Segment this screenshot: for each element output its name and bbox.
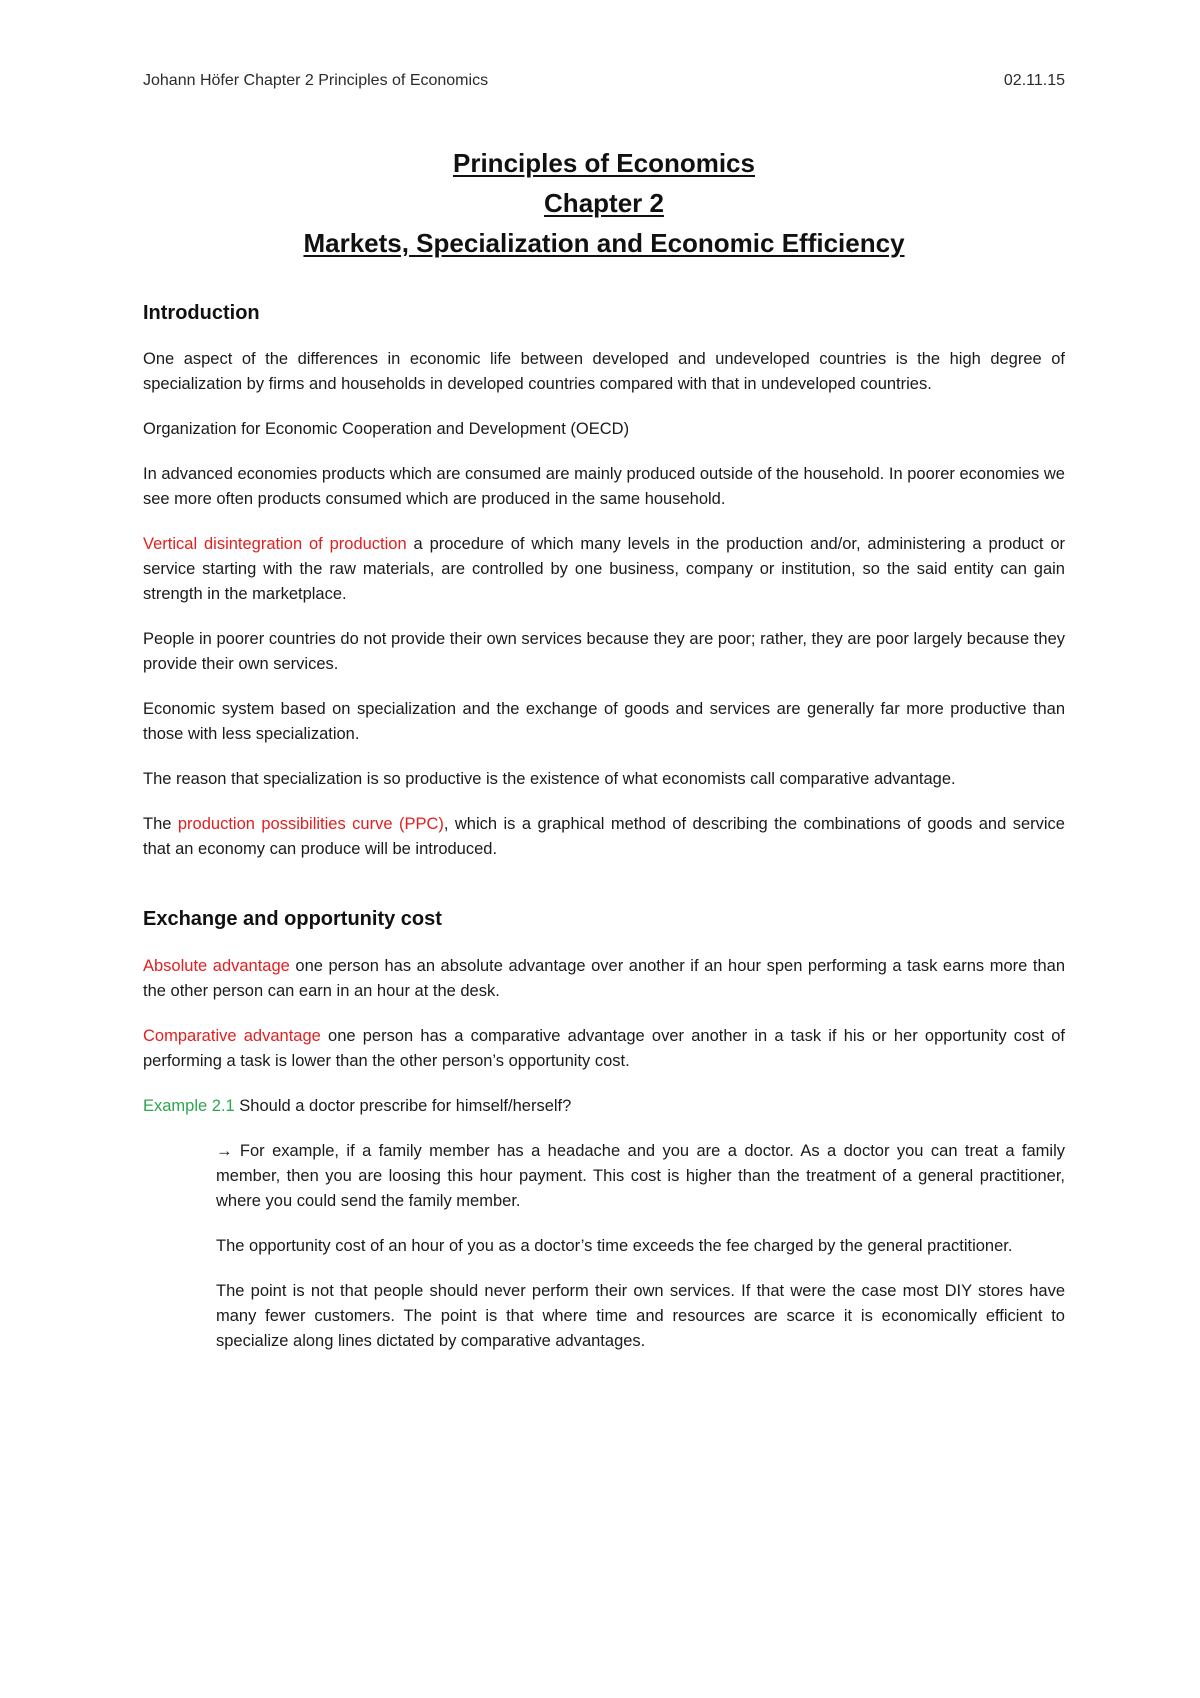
paragraph: People in poorer countries do not provide their own services because they are poor; rather, they are poor largely because they provide their own services.	[143, 630, 1065, 673]
paragraph-definition: Vertical disintegration of production a procedure of which many levels in the production and/or, administering a product or service starting with the raw materials, are controlled by one business, company or institution, so the said entity can gain strength in the marketplace.	[143, 535, 1066, 603]
section-heading-introduction: Introduction	[143, 302, 260, 324]
header-title: Johann Höfer Chapter 2 Principles of Economics	[143, 72, 489, 89]
paragraph: Economic system based on specialization and the exchange of goods and services are generally far more productive than those with less specialization.	[143, 700, 1065, 743]
example-label: Example 2.1	[143, 1097, 235, 1115]
paragraph-definition: Comparative advantage one person has a comparative advantage over another in a task if his or her opportunity cost of performing a task is lower than the other person’s opportunity cost.	[143, 1027, 1065, 1070]
page-header	[143, 72, 1065, 90]
paragraph: Organization for Economic Cooperation and Development (OECD)	[143, 420, 630, 438]
paragraph: In advanced economies products which are consumed are mainly produced outside of the household. In poorer economies we see more often products consumed which are produced in the same household.	[143, 465, 1065, 508]
term-highlight: Vertical disintegration of production	[143, 535, 407, 553]
header-date: 02.11.15	[1003, 72, 1065, 89]
term-highlight: Absolute advantage	[143, 957, 290, 975]
title-line-1: Principles of Economics	[453, 148, 755, 178]
document-title	[143, 143, 1065, 263]
indented-paragraph: → For example, if a family member has a headache and you are a doctor. As a doctor you can treat a family member, then you are loosing this hour payment. This cost is higher than the treatment of a general practitioner, where you could send the family member.	[216, 1142, 1065, 1210]
indented-paragraph: The opportunity cost of an hour of you as a doctor’s time exceeds the fee charged by the general practitioner.	[216, 1237, 1013, 1255]
document-body	[143, 143, 1065, 1354]
term-highlight: production possibilities curve (PPC)	[177, 815, 444, 833]
paragraph-definition: The production possibilities curve (PPC), which is a graphical method of describing the combinations of goods and service that an economy can produce will be introduced.	[143, 815, 1065, 858]
paragraph: The reason that specialization is so productive is the existence of what economists call comparative advantage.	[143, 770, 956, 788]
example-heading: Example 2.1 Should a doctor prescribe for himself/herself?	[143, 1097, 572, 1115]
paragraph: One aspect of the differences in economic life between developed and undeveloped countries is the high degree of specialization by firms and households in developed countries compared with that in undeveloped countries.	[143, 350, 1065, 393]
indented-paragraph: The point is not that people should never perform their own services. If that were the case most DIY stores have many fewer customers. The point is that where time and resources are scarce it is economically efficient to specialize along lines dictated by comparative advantages.	[216, 1282, 1065, 1350]
paragraph-definition: Absolute advantage one person has an absolute advantage over another if an hour spen performing a task earns more than the other person can earn in an hour at the desk.	[143, 957, 1065, 1000]
term-highlight: Comparative advantage	[143, 1027, 321, 1045]
section-heading-exchange: Exchange and opportunity cost	[143, 908, 442, 930]
title-line-3: Markets, Specialization and Economic Efficiency	[303, 228, 905, 258]
title-line-2: Chapter 2	[544, 188, 664, 218]
